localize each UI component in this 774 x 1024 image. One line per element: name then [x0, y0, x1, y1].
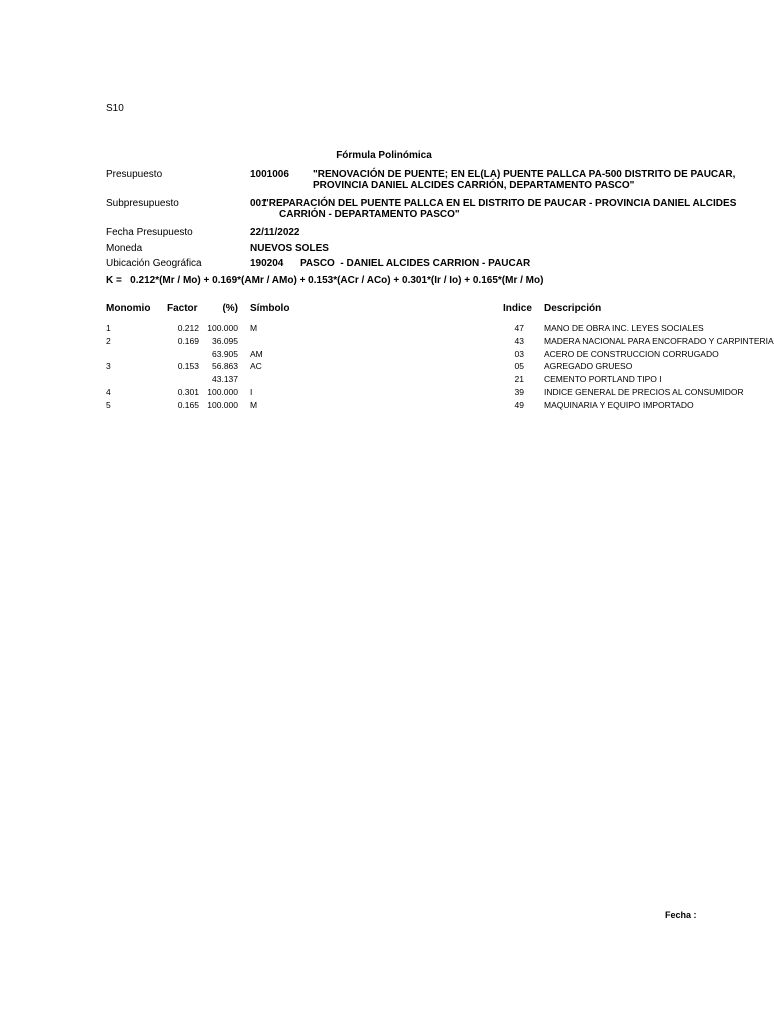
col-header-factor: Factor: [167, 303, 198, 314]
cell-pct: 100.000: [207, 323, 238, 333]
ubicacion-code: 190204: [250, 258, 284, 269]
cell-factor: 0.212: [177, 323, 199, 333]
cell-simbolo: AM: [250, 348, 263, 359]
ubicacion-label: Ubicación Geográfica: [106, 258, 202, 269]
cell-pct: 56.863: [212, 361, 238, 372]
subpresupuesto-code: 001: [250, 198, 267, 209]
subpresupuesto-name-line2: CARRIÓN - DEPARTAMENTO PASCO": [279, 209, 460, 220]
cell-factor: 0.165: [177, 399, 199, 410]
cell-indice: 49: [514, 399, 524, 410]
footer-date-label: Fecha :: [665, 910, 697, 920]
cell-monomio: 5: [106, 399, 111, 410]
col-header-monomio: Monomio: [106, 303, 151, 314]
system-label: S10: [106, 103, 124, 114]
cell-factor: 0.153: [177, 361, 199, 372]
col-header-indice: Indice: [503, 303, 532, 314]
cell-monomio: 1: [106, 323, 111, 333]
cell-factor: 0.169: [177, 335, 199, 346]
cell-descripcion: CEMENTO PORTLAND TIPO I: [544, 374, 662, 385]
cell-indice: 39: [514, 387, 524, 397]
cell-monomio: 3: [106, 361, 111, 372]
presupuesto-name-line1: "RENOVACIÓN DE PUENTE; EN EL(LA) PUENTE PALLCA PA-500 DISTRITO DE PAUCAR,: [313, 169, 736, 180]
cell-pct: 100.000: [207, 387, 238, 397]
moneda-label: Moneda: [106, 243, 143, 254]
cell-pct: 63.905: [212, 348, 238, 359]
col-header-simbolo: Símbolo: [250, 303, 290, 314]
cell-descripcion: MANO DE OBRA INC. LEYES SOCIALES: [544, 323, 704, 333]
cell-pct: 36.095: [212, 335, 238, 346]
cell-pct: 100.000: [207, 399, 238, 410]
presupuesto-label: Presupuesto: [106, 169, 163, 180]
cell-simbolo: AC: [250, 361, 262, 372]
cell-simbolo: I: [250, 387, 253, 397]
cell-indice: 43: [514, 335, 524, 346]
page-title: Fórmula Polinómica: [336, 150, 432, 161]
presupuesto-code: 1001006: [250, 169, 289, 180]
cell-descripcion: MADERA NACIONAL PARA ENCOFRADO Y CARPINTERIA: [544, 335, 774, 346]
cell-factor: 0.301: [177, 387, 199, 397]
presupuesto-name-line2: PROVINCIA DANIEL ALCIDES CARRIÓN, DEPARTAMENTO PASCO": [313, 180, 635, 191]
cell-indice: 05: [514, 361, 524, 372]
cell-pct: 43.137: [212, 374, 238, 385]
cell-descripcion: ACERO DE CONSTRUCCION CORRUGADO: [544, 348, 719, 359]
cell-indice: 21: [514, 374, 524, 385]
cell-descripcion: AGREGADO GRUESO: [544, 361, 633, 372]
subpresupuesto-label: Subpresupuesto: [106, 198, 179, 209]
cell-monomio: 2: [106, 335, 111, 346]
col-header-descripcion: Descripción: [544, 303, 602, 314]
cell-simbolo: M: [250, 323, 258, 333]
subpresupuesto-name-line1: "REPARACIÓN DEL PUENTE PALLCA EN EL DISTRITO DE PAUCAR - PROVINCIA DANIEL ALCIDES: [264, 198, 737, 209]
cell-descripcion: INDICE GENERAL DE PRECIOS AL CONSUMIDOR: [544, 387, 744, 397]
moneda-value: NUEVOS SOLES: [250, 243, 329, 254]
cell-indice: 03: [514, 348, 524, 359]
fecha-label: Fecha Presupuesto: [106, 227, 193, 238]
fecha-value: 22/11/2022: [250, 227, 300, 238]
col-header-pct: (%): [222, 303, 238, 314]
cell-indice: 47: [514, 323, 524, 333]
cell-monomio: 4: [106, 387, 111, 397]
cell-simbolo: M: [250, 399, 258, 410]
ubicacion-value: PASCO - DANIEL ALCIDES CARRION - PAUCAR: [300, 258, 531, 269]
polynomial-formula: K = 0.212*(Mr / Mo) + 0.169*(AMr / AMo) + 0.153*(ACr / ACo) + 0.301*(Ir / Io) + 0.165*(Mr / Mo): [106, 275, 544, 286]
cell-descripcion: MAQUINARIA Y EQUIPO IMPORTADO: [544, 399, 694, 410]
